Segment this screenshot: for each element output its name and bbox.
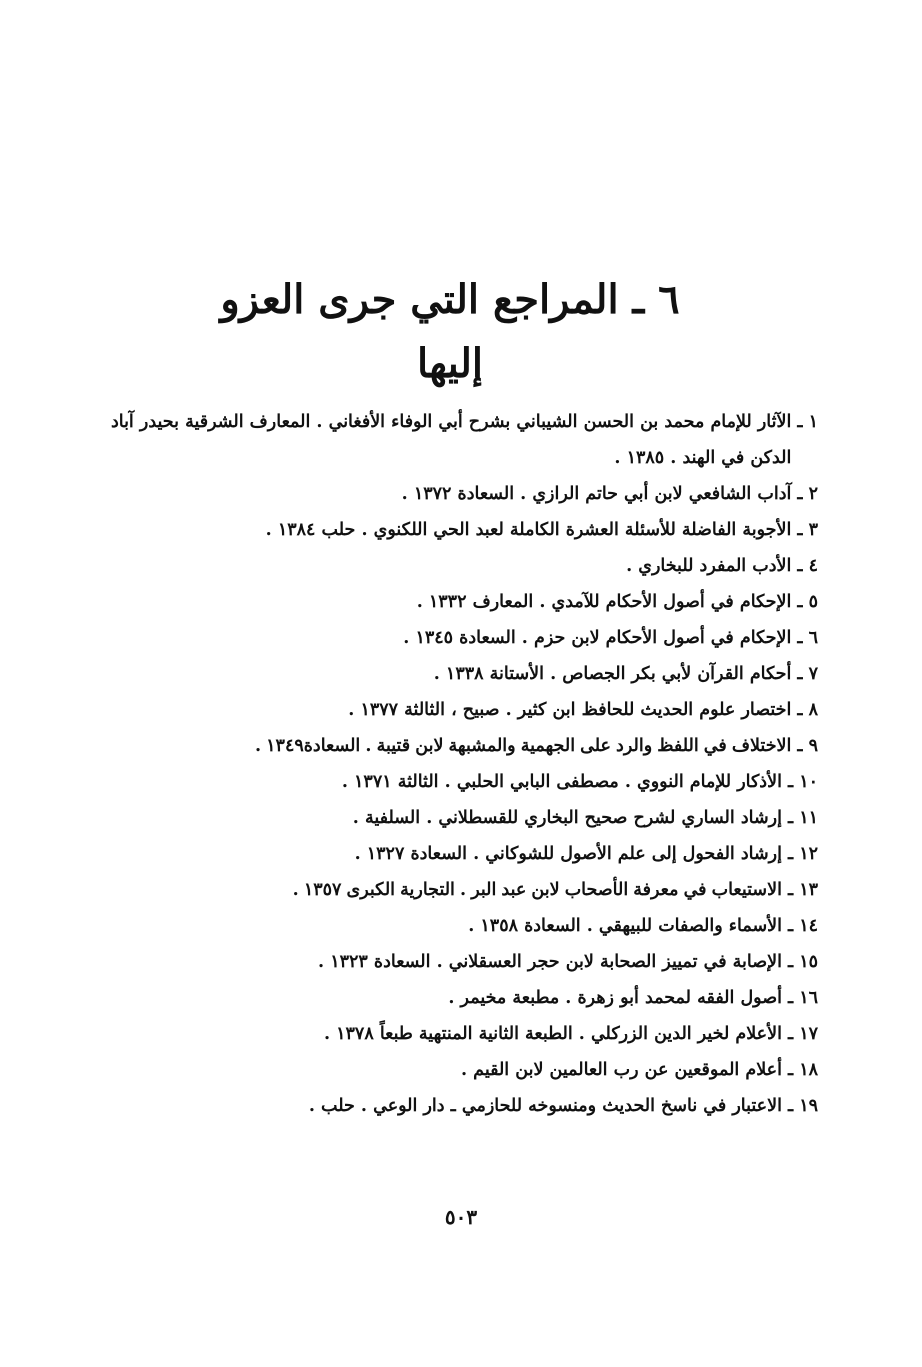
reference-number: ٤ ـ <box>797 556 818 576</box>
reference-number: ١ ـ <box>797 412 818 432</box>
reference-item <box>100 800 818 836</box>
reference-number: ١٩ ـ <box>787 1096 818 1116</box>
reference-text: الاعتبار في ناسخ الحديث ومنسوخه للحازمي ـ دار الوعي . حلب . <box>308 1096 782 1116</box>
reference-item <box>100 872 818 908</box>
reference-number: ١٥ ـ <box>787 952 818 972</box>
reference-item <box>100 656 818 692</box>
reference-item <box>100 692 818 728</box>
reference-number: ٧ ـ <box>797 664 818 684</box>
reference-item <box>100 1088 818 1124</box>
reference-number: ١٧ ـ <box>787 1024 818 1044</box>
reference-text: الأعلام لخير الدين الزركلي . الطبعة الثانية المنتهية طبعاً ١٣٧٨ . <box>323 1024 782 1044</box>
reference-number: ١٢ ـ <box>787 844 818 864</box>
reference-item <box>100 512 818 548</box>
reference-item <box>100 836 818 872</box>
reference-text: الإصابة في تمييز الصحابة لابن حجر العسقلاني . السعادة ١٣٢٣ . <box>318 952 782 972</box>
reference-text: الآثار للإمام محمد بن الحسن الشيباني بشرح أبي الوفاء الأفغاني . المعارف الشرقية بحيدر آباد الدكن في الهند . ١٣٨٥ . <box>110 412 792 468</box>
reference-text: الاستيعاب في معرفة الأصحاب لابن عبد البر . التجارية الكبرى ١٣٥٧ . <box>292 880 782 900</box>
reference-item <box>100 1016 818 1052</box>
reference-text: الإحكام في أصول الأحكام لابن حزم . السعادة ١٣٤٥ . <box>403 628 792 648</box>
references-list <box>100 404 818 1124</box>
reference-number: ١٣ ـ <box>787 880 818 900</box>
reference-item <box>100 620 818 656</box>
reference-item <box>100 764 818 800</box>
reference-text: الاختلاف في اللفظ والرد على الجهمية والمشبهة لابن قتيبة . السعادة١٣٤٩ . <box>254 736 792 756</box>
reference-text: إرشاد الفحول إلى علم الأصول للشوكاني . السعادة ١٣٢٧ . <box>354 844 782 864</box>
reference-item <box>100 404 818 476</box>
section-title: ٦ ـ المراجع التي جرى العزو إليها <box>220 276 680 387</box>
reference-item <box>100 908 818 944</box>
reference-number: ١٠ ـ <box>787 772 818 792</box>
reference-item <box>100 476 818 512</box>
reference-text: الأجوبة الفاضلة للأسئلة العشرة الكاملة لعبد الحي اللكنوي . حلب ١٣٨٤ . <box>265 520 792 540</box>
reference-number: ٥ ـ <box>797 592 818 612</box>
reference-number: ٣ ـ <box>797 520 818 540</box>
reference-number: ٦ ـ <box>797 628 818 648</box>
reference-text: آداب الشافعي لابن أبي حاتم الرازي . السعادة ١٣٧٢ . <box>401 484 792 504</box>
reference-text: الأدب المفرد للبخاري . <box>626 556 792 576</box>
reference-text: أصول الفقه لمحمد أبو زهرة . مطبعة مخيمر . <box>448 988 782 1008</box>
reference-number: ٨ ـ <box>797 700 818 720</box>
reference-text: اختصار علوم الحديث للحافظ ابن كثير . صبيح ، الثالثة ١٣٧٧ . <box>348 700 792 720</box>
reference-number: ٢ ـ <box>797 484 818 504</box>
reference-text: أحكام القرآن لأبي بكر الجصاص . الأستانة ١٣٣٨ . <box>433 664 792 684</box>
page-number: ٥٠٣ <box>444 1205 478 1229</box>
reference-text: إرشاد الساري لشرح صحيح البخاري للقسطلاني . السلفية . <box>352 808 782 828</box>
reference-number: ١٨ ـ <box>787 1060 818 1080</box>
reference-number: ١١ ـ <box>787 808 818 828</box>
reference-number: ١٤ ـ <box>787 916 818 936</box>
reference-item <box>100 944 818 980</box>
reference-item <box>100 1052 818 1088</box>
reference-item <box>100 548 818 584</box>
reference-item <box>100 728 818 764</box>
reference-item <box>100 980 818 1016</box>
reference-number: ٩ ـ <box>797 736 818 756</box>
reference-text: الأسماء والصفات للبيهقي . السعادة ١٣٥٨ . <box>468 916 782 936</box>
reference-number: ١٦ ـ <box>787 988 818 1008</box>
reference-text: الإحكام في أصول الأحكام للآمدي . المعارف ١٣٣٢ . <box>416 592 792 612</box>
reference-item <box>100 584 818 620</box>
reference-text: الأذكار للإمام النووي . مصطفى البابي الحلبي . الثالثة ١٣٧١ . <box>341 772 782 792</box>
reference-text: أعلام الموقعين عن رب العالمين لابن القيم . <box>461 1060 782 1080</box>
